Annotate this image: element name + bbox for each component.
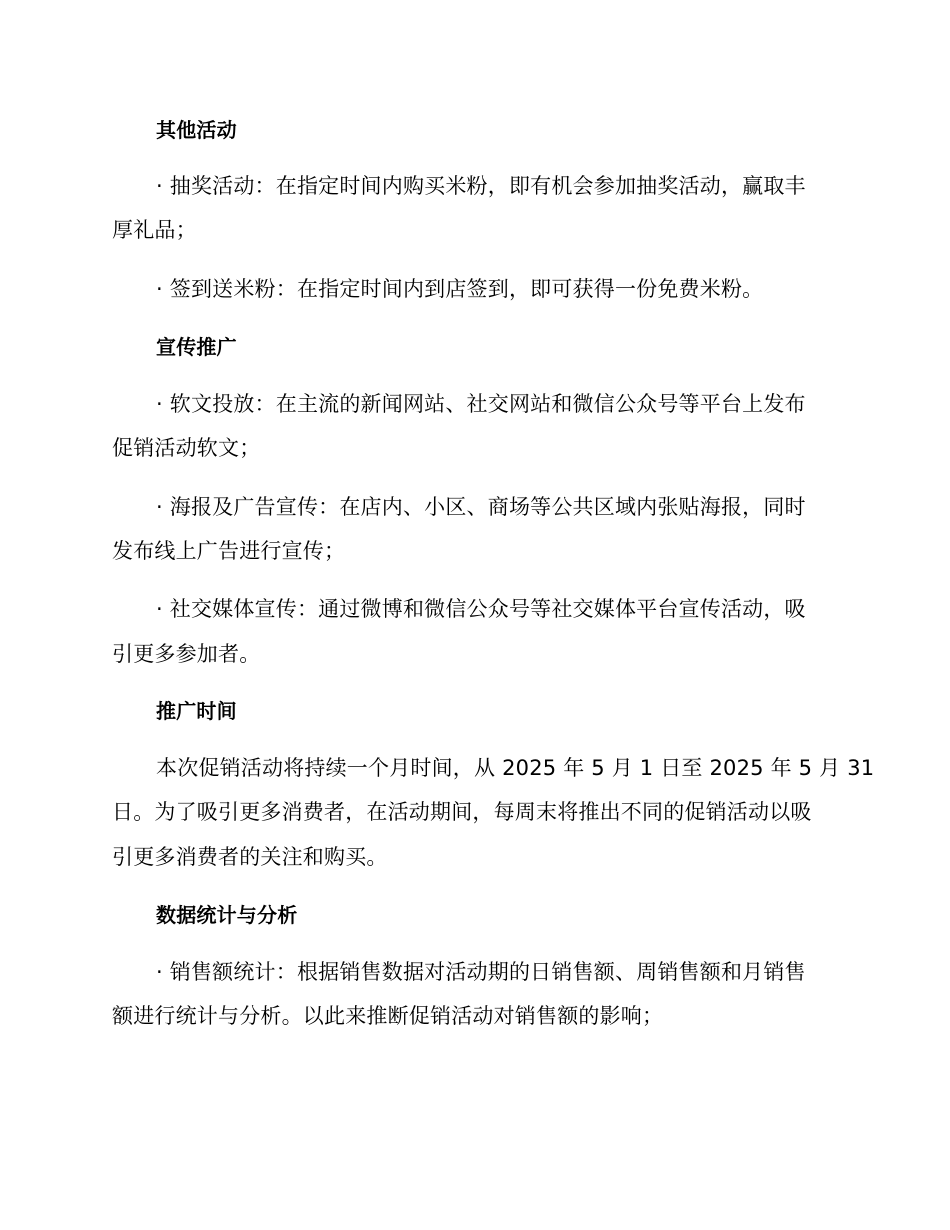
paragraph-line: 厚礼品； (112, 218, 197, 242)
paragraph-line: 发布线上广告进行宣传； (112, 539, 346, 563)
paragraph-line: · 抽奖活动：在指定时间内购买米粉，即有机会参加抽奖活动，赢取丰 (156, 174, 806, 198)
paragraph-line: 额进行统计与分析。以此来推断促销活动对销售额的影响； (112, 1004, 664, 1028)
section-heading-promotion-time: 推广时间 (156, 699, 237, 723)
section-heading-other-activities: 其他活动 (156, 118, 237, 142)
paragraph-line: · 签到送米粉：在指定时间内到店签到，即可获得一份免费米粉。 (156, 277, 764, 301)
paragraph-line: 本次促销活动将持续一个月时间，从 2025 年 5 月 1 日至 2025 年 5 月 31 (156, 756, 875, 780)
paragraph-line: · 软文投放：在主流的新闻网站、社交网站和微信公众号等平台上发布 (156, 392, 806, 416)
section-heading-data-analysis: 数据统计与分析 (156, 903, 298, 927)
paragraph-line: 引更多消费者的关注和购买。 (112, 845, 388, 869)
paragraph-line: · 社交媒体宣传：通过微博和微信公众号等社交媒体平台宣传活动，吸 (156, 597, 806, 621)
paragraph-line: 引更多参加者。 (112, 642, 261, 666)
paragraph-line: · 销售额统计：根据销售数据对活动期的日销售额、周销售额和月销售 (156, 960, 806, 984)
paragraph-line: · 海报及广告宣传：在店内、小区、商场等公共区域内张贴海报，同时 (156, 495, 806, 519)
section-heading-promotion: 宣传推广 (156, 335, 237, 359)
paragraph-line: 促销活动软文； (112, 436, 261, 460)
paragraph-line: 日。为了吸引更多消费者，在活动期间，每周末将推出不同的促销活动以吸 (112, 800, 812, 824)
